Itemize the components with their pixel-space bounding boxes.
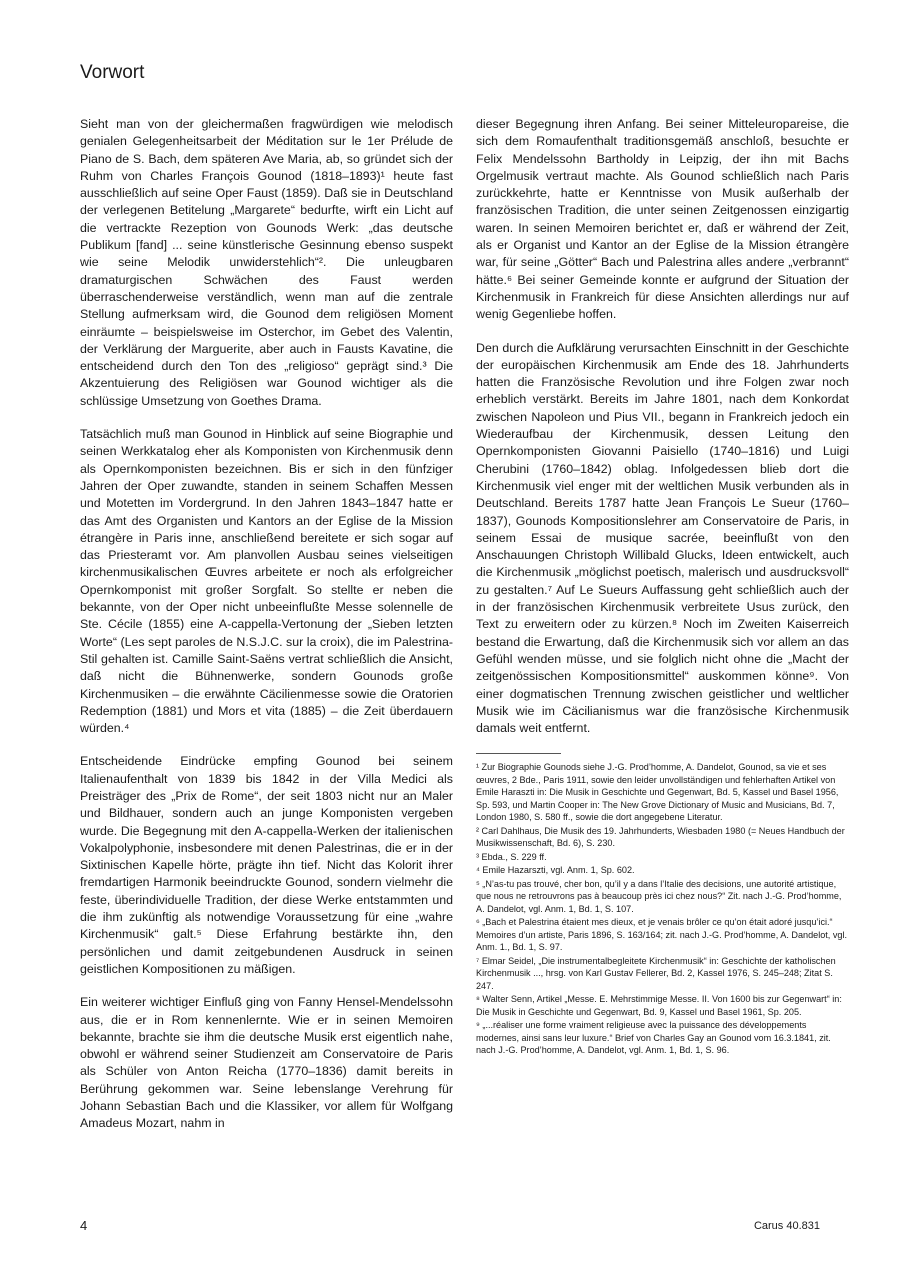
paragraph: Den durch die Aufklärung verursachten Einschnitt in der Geschichte der europäischen Kirchenmusik am Ende des 18. Jahrhunderts hatten die Französische Revolution und ihre Folgen zwar noch erheblich verstärkt. Bereits im Jahre 1801, nach dem Konkordat zwischen Napoleon und Pius VII., begann in Frankreich jedoch ein Wiederaufbau der Kirchenmusik, dessen Leitung den Opernkomponisten Giovanni Paisiello (1740–1816) und Luigi Cherubini (1760–1842) oblag. Infolgedessen blieb dort die Kirchenmusik viel enger mit der weltlichen Musik verbunden als in Deutschland. Bereits 1787 hatte Jean François Le Sueur (1760–1837), Gounods Kompositionslehrer am Conservatoire de Paris, in seinem Essai de musique sacrée, beeinflußt von den Anschauungen Christoph Willibald Glucks, Ideen entwickelt, auch die Kirchenmusik „möglichst poetisch, malerisch und ausdrucksvoll“ zu gestalten.⁷ Auf Le Sueurs Auffassung geht schließlich auch der in der französischen Kirchenmusik verbreitete Usus zurück, den Text zu erweitern oder zu kürzen.⁸ Noch im Zweiten Kaiserreich bestand die Erwartung, daß die Kirchenmusik sich vor allem an das Gefühl wenden müsse, und sie folglich nicht ohne die „Macht der zeitgenössischen Kompositionsmittel“ auskommen könne⁹. Von einer dogmatischen Trennung zwischen geistlicher und weltlicher Musik wie im Cäcilianismus war die französische Kirchenmusik damals weit entfernt. [476,340,849,736]
left-column [80,116,453,1149]
paragraph: Tatsächlich muß man Gounod in Hinblick auf seine Biographie und seinen Werkkatalog eher als Komponisten von Kirchenmusik denn als Opernkomponisten bezeichnen. Bis er sich in den fünfziger Jahren der Oper zuwandte, standen in seinem Schaffen Messen und Motetten im Vordergrund. In den Jahren 1843–1847 hatte er das Amt des Organisten und Kantors an der Eglise de la Mission étrangère in Paris inne, anschließend bereitete er sich sogar auf das Priesteramt vor. Am planvollen Ausbau seines vielseitigen kirchenmusikalischen Œuvres arbeitete er noch als erfolgreicher Opernkomponist mit großer Sorgfalt. So stellte er neben die bekannte, von der Oper nicht unbeeinflußte Messe solennelle de Ste. Cécile (1855) eine A-cappella-Vertonung der „Sieben letzten Worte“ (Les sept paroles de N.S.J.C. sur la croix), die im Palestrina-Stil gehalten ist. Camille Saint-Saëns vertrat schließlich die Ansicht, daß nicht die Bühnenwerke, sondern Gounods große Kirchenmusiken – die erwähnte Cäcilienmesse sowie die Oratorien Redemption (1881) und Mors et vita (1885) – die Zeit überdauern würden.⁴ [80,427,453,736]
footnote: ⁵ „N’as-tu pas trouvé, cher bon, qu’il y a dans l’Italie des decisions, une autorité artistique, que nous ne retrouvrons pas à beaucoup près ici chez nous?“ Zit. nach J.-G. Prod’homme, A. Dandelot, vgl. Anm. 1, Bd. 1, S. 107. [476,878,842,914]
publisher-mark: Carus 40.831 [753,1220,820,1232]
paragraph: Sieht man von der gleichermaßen fragwürdigen wie melodisch genialen Gelegenheitsarbeit der Méditation sur le 1er Prélude de Piano de S. Bach, dem späteren Ave Maria, ab, so gründet sich der Ruhm von Charles François Gounod (1818–1893)¹ heute fast ausschließlich auf seine Oper Faust (1859). Daß sie in Deutschland der verlegenen Betitelung „Margarete“ bedurfte, wirft ein Licht auf die vertrackte Rezeption von Gounods Werk: „das deutsche Publikum [fand] ... seine künstlerische Gesinnung ebenso suspekt wie seine Melodik unwiderstehlich“². Die unleugbaren dramaturgischen Schwächen des Faust werden überraschenderweise verständlich, wenn man auf die zentrale Stellung aufmerksam wird, die Gounod dem religiösen Moment einräumte – beispielsweise im Osterchor, im Gebet des Valentin, der Verklärung der Marguerite, aber auch in Fausts Kavatine, die entscheidend durch den Ton des „religioso“ geprägt sind.³ Die Akzentuierung des Religiösen war Gounod wichtiger als die schlüssige Umsetzung von Goethes Drama. [80,117,453,408]
paragraph: Ein weiterer wichtiger Einfluß ging von Fanny Hensel-Mendelssohn aus, die er in Rom kennenlernte. Wie er in seinen Memoiren bekannte, brachte sie ihm die deutsche Musik erst eigentlich nahe, obwohl er während seiner Studienzeit am Conservatoire de Paris als Schüler von Anton Reicha (1770–1836) damit bereits in Berührung gekommen war. Seine lebenslange Verehrung für Johann Sebastian Bach und die Klassiker, vor allem für Wolfgang Amadeus Mozart, nahm in [80,995,453,1131]
right-column [476,116,849,1058]
footnote: ¹ Zur Biographie Gounods siehe J.-G. Prod’homme, A. Dandelot, Gounod, sa vie et ses œuvres, 2 Bde., Paris 1911, sowie den leider unvollständigen und fehlerhaften Artikel von Emile Haraszti in: Die Musik in Geschichte und Gegenwart, Bd. 5, Kassel und Basel 1956, Sp. 593, und Martin Cooper in: The New Grove Dictionary of Music and Musicians, Bd. 7, London 1980, S. 580 ff., sowie die dort angegebene Literatur. [476,762,839,823]
footnote: ² Carl Dahlhaus, Die Musik des 19. Jahrhunderts, Wiesbaden 1980 (= Neues Handbuch der Musikwissenschaft, Bd. 6), S. 230. [476,825,845,849]
footnote: ⁹ „...réaliser une forme vraiment religieuse avec la puissance des développements modernes, ainsi sans leur luxure.“ Brief von Charles Gay an Gounod vom 16.3.1841, zit. nach J.-G. Prod’homme, A. Dandelot, vgl. Anm. 1, Bd. 1, S. 96. [476,1020,831,1056]
footnote-divider [476,753,561,754]
footnote: ⁴ Emile Hazarszti, vgl. Anm. 1, Sp. 602. [476,865,635,876]
page-title: Vorwort [80,62,145,83]
footnotes [476,761,849,1057]
paragraph: dieser Begegnung ihren Anfang. Bei seiner Mitteleuropareise, die sich dem Romaufenthalt traditionsgemäß anschloß, besuchte er Felix Mendelssohn Bartholdy in Leipzig, der ihn mit Bachs Orgelmusik vertraut machte. Als Gounod schließlich nach Paris zurückkehrte, hatte er Kenntnisse von Musik außerhalb der französischen Tradition, die unter seinen Zeitgenossen einzigartig waren. In seinen Memoiren berichtet er, daß er während der Zeit, als er Organist und Kantor an der Eglise de la Mission étrangère war, für seine „Götter“ Bach und Palestrina alles andere „verbrannt“ hätte.⁶ Bei seiner Gemeinde konnte er aufgrund der Situation der Kirchenmusik in Frankreich für diese Ansichten allerdings nur auf wenig Gegenliebe hoffen. [476,117,849,322]
page-number: 4 [80,1218,88,1233]
footnote: ⁸ Walter Senn, Artikel „Messe. E. Mehrstimmige Messe. II. Von 1600 bis zur Gegenwart“ in: Die Musik in Geschichte und Gegenwart, Bd. 9, Kassel und Basel 1961, Sp. 205. [476,994,842,1017]
footnote: ⁶ „Bach et Palestrina étaient mes dieux, et je venais brôler ce qu’on était adoré jusqu’ici.“ Memoires d’un artiste, Paris 1896, S. 163/164; zit. nach J.-G. Prod’homme, A. Dandelot, vgl. Anm. 1., Bd. 1, S. 97. [476,917,848,953]
paragraph: Entscheidende Eindrücke empfing Gounod bei seinem Italienaufenthalt von 1839 bis 1842 in der Villa Medici als Preisträger des „Prix de Rome“, der seit 1803 nicht nur an Maler und Bildhauer, sondern auch an junge Komponisten vergeben wurde. Die Begegnung mit den A-cappella-Werken der italienischen Vokalpolyphonie, insbesondere mit denen Palestrinas, die er in der Sixtinischen Kapelle hörte, prägte ihn tief. Nicht das Kolorit ihrer fremdartigen Harmonik beeindruckte Gounod, sondern vielmehr die feste, überindividuelle Tradition, der diese Werke entstammten und die ihm zukünftig als notwendige Voraussetzung für eine „wahre Kirchenmusik“ galt.⁵ Diese Erfahrung bestärkte ihn, den persönlichen und damit zeitgebundenen Ausdruck in seinen geistlichen Kompositionen zu mäßigen. [80,754,453,976]
footnote: ⁷ Elmar Seidel, „Die instrumentalbegleitete Kirchenmusik“ in: Geschichte der katholischen Kirchenmusik ..., hrsg. von Karl Gustav Fellerer, Bd. 2, Kassel 1976, S. 245–248; Zitat S. 247. [476,955,836,991]
footnote: ³ Ebda., S. 229 ff. [476,851,547,862]
